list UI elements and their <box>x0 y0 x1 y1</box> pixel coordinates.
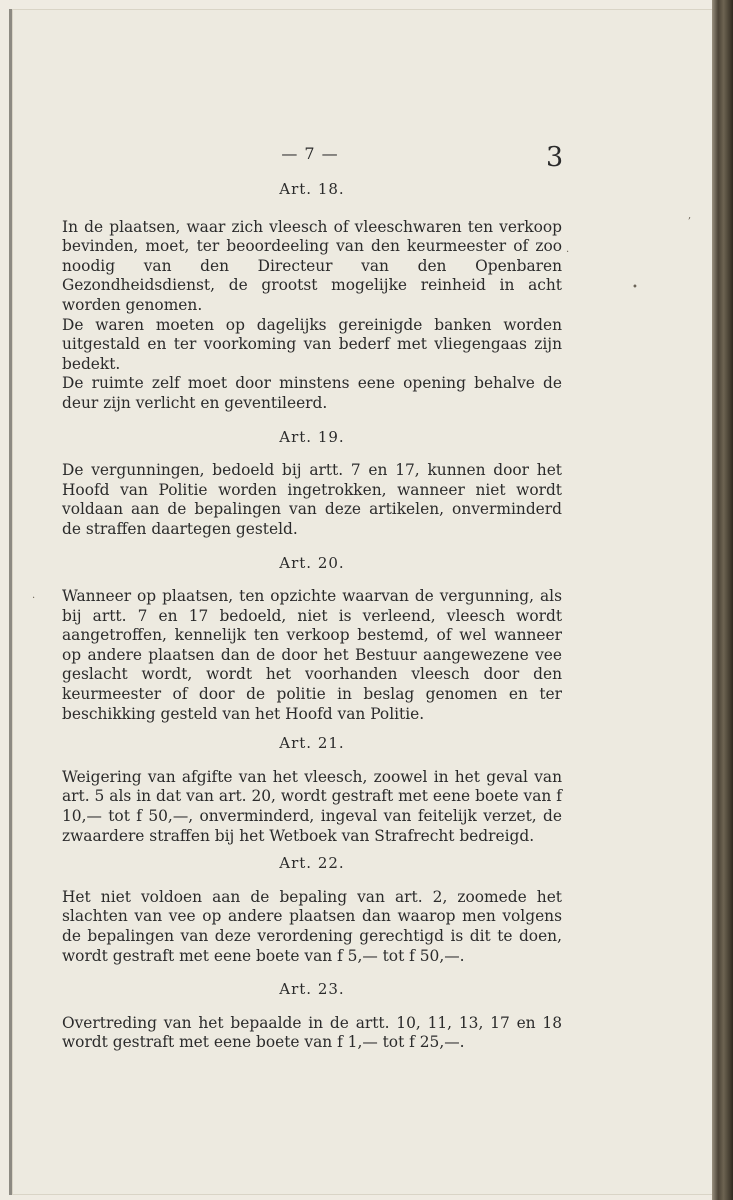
article-21 <box>62 734 562 846</box>
article-paragraph: Overtreding van het bepaalde in de artt. 10, 11, 13, 17 en 18 wordt gestraft met eene boete van f 1,— tot f 25,—. <box>62 1013 562 1052</box>
article-heading: Art. 21. <box>279 734 345 753</box>
article-heading: Art. 19. <box>279 427 345 446</box>
page-number: — 7 — <box>281 144 339 163</box>
article-23 <box>62 980 562 1053</box>
article-heading: Art. 23. <box>279 980 345 999</box>
margin-mark: • <box>632 282 638 293</box>
margin-mark: , <box>688 210 692 221</box>
article-18 <box>62 180 562 414</box>
book-spine <box>712 0 733 1200</box>
article-paragraph: Weigering van afgifte van het vleesch, zoowel in het geval van art. 5 als in dat van art. 20, wordt gestraft met eene boete van f 10,— tot f 50,—, onverminderd, ingeval van feitelijk verzet, de zwaardere straffen bij het Wetboek van Strafrecht bedreigd. <box>62 767 562 845</box>
article-heading: Art. 22. <box>279 854 345 873</box>
article-20 <box>62 554 562 725</box>
article-paragraph: De waren moeten op dagelijks gereinigde banken worden uitgestald en ter voorkoming van bederf met vliegengaas zijn bedekt. <box>62 315 562 373</box>
article-paragraph: De vergunningen, bedoeld bij artt. 7 en 17, kunnen door het Hoofd van Politie worden ingetrokken, wanneer niet wordt voldaan aan de bepalingen van deze artikelen, onverminderd de straffen daartegen gesteld. <box>62 461 562 538</box>
document-body <box>62 180 562 1065</box>
article-paragraph: In de plaatsen, waar zich vleesch of vleeschwaren ten verkoop bevinden, moet, ter beoordeeling van den keurmeester of zoo noodig van den Directeur van den Openbaren Gezondheidsdienst, de grootst mogelijke reinheid in acht worden genomen. <box>62 217 562 314</box>
article-paragraph: Wanneer op plaatsen, ten opzichte waarvan de vergunning, als bij artt. 7 en 17 bedoeld, niet is verleend, vleesch wordt aangetroffen, kennelijk ten verkoop bestemd, of wel wanneer op andere plaatsen dan de door het Bestuur aangewezene vee geslacht wordt, wordt het voorhanden vleesch door den keurmeester of door de politie in beslag genomen en ter beschikking gesteld van het Hoofd van Politie. <box>62 587 562 723</box>
article-heading: Art. 18. <box>279 180 345 198</box>
stamp-number: 3 <box>546 142 564 173</box>
article-heading: Art. 20. <box>279 553 345 572</box>
article-paragraph: Het niet voldoen aan de bepaling van art. 2, zoomede het slachten van vee op andere plaatsen dan waarop men volgens de bepalingen van deze verordening gerechtigd is dit te doen, wordt gestraft met eene boete van f 5,— tot f 50,—. <box>62 887 562 965</box>
margin-mark: . <box>32 590 36 601</box>
margin-mark: . <box>566 244 570 255</box>
article-paragraph: De ruimte zelf moet door minstens eene opening behalve de deur zijn verlicht en geventileerd. <box>62 374 562 412</box>
article-19 <box>62 428 562 540</box>
article-22 <box>62 854 562 966</box>
